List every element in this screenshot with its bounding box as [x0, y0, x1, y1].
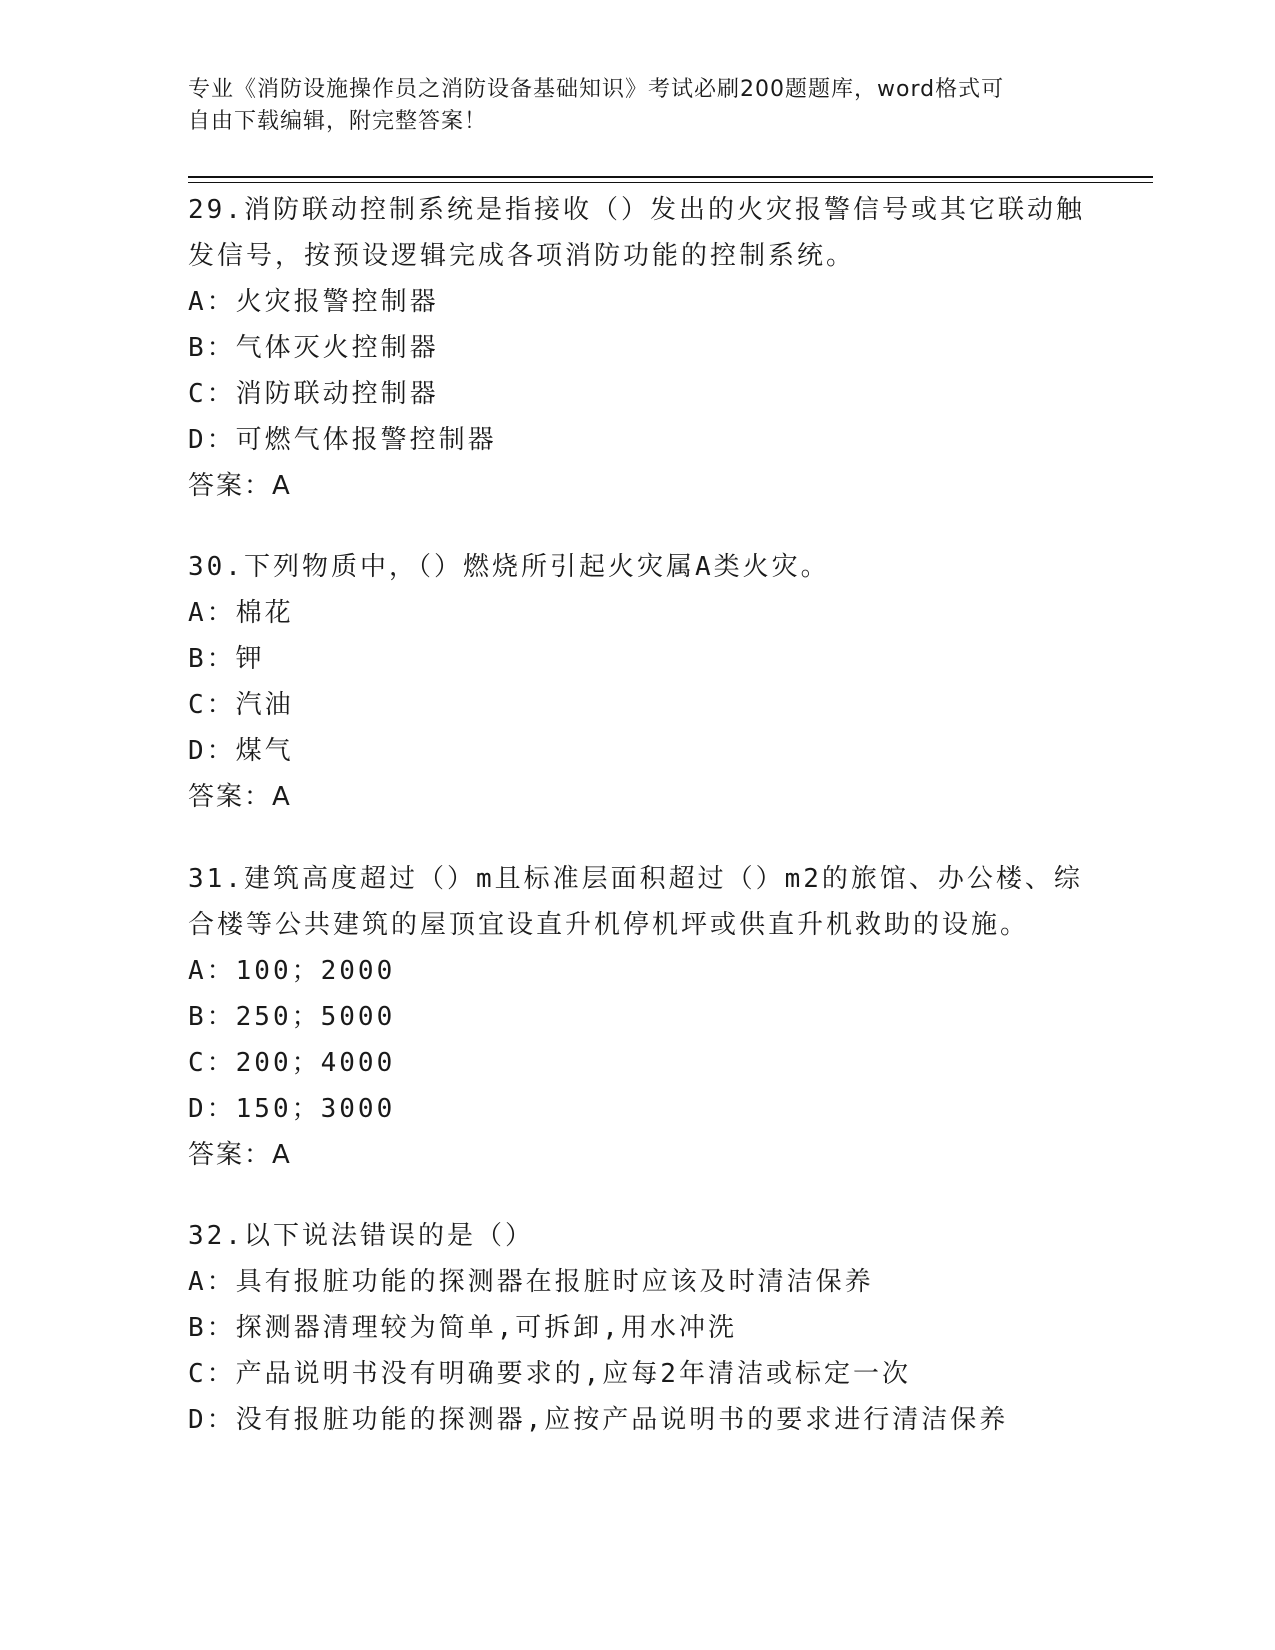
option-b: B：气体灭火控制器	[188, 333, 439, 363]
question-stem-line: 30.下列物质中，（）燃烧所引起火灾属A类火灾。	[188, 552, 830, 582]
question-stem	[188, 856, 1088, 948]
document-header	[188, 74, 1088, 138]
option-b: B：探测器清理较为简单,可拆卸,用水冲洗	[188, 1313, 737, 1343]
option-d: D：没有报脏功能的探测器,应按产品说明书的要求进行清洁保养	[188, 1405, 1009, 1435]
header-line-2: 自由下载编辑，附完整答案！	[188, 109, 488, 134]
header-line-1: 专业《消防设施操作员之消防设备基础知识》考试必刷200题题库，word格式可	[188, 77, 1005, 102]
header-divider-thin	[188, 182, 1153, 183]
question-29	[188, 187, 1088, 509]
question-stem	[188, 544, 1088, 590]
question-30	[188, 544, 1088, 820]
question-stem-line: 32.以下说法错误的是（）	[188, 1221, 534, 1251]
option-a: A：100；2000	[188, 956, 396, 986]
option-a: A：火灾报警控制器	[188, 287, 439, 317]
option-b: B：250；5000	[188, 1002, 396, 1032]
option-c: C：产品说明书没有明确要求的,应每2年清洁或标定一次	[188, 1359, 911, 1389]
option-b: B：钾	[188, 644, 265, 674]
answer: 答案：A	[188, 1140, 292, 1170]
option-d: D：150；3000	[188, 1094, 396, 1124]
question-32	[188, 1213, 1088, 1443]
question-stem-line: 31.建筑高度超过（）m且标准层面积超过（）m2的旅馆、办公楼、综	[188, 864, 1083, 894]
option-d: D：可燃气体报警控制器	[188, 425, 497, 455]
option-d: D：煤气	[188, 736, 294, 766]
question-stem	[188, 187, 1088, 279]
question-stem-line: 合楼等公共建筑的屋顶宜设直升机停机坪或供直升机救助的设施。	[188, 910, 1030, 940]
option-a: A：具有报脏功能的探测器在报脏时应该及时清洁保养	[188, 1267, 874, 1297]
option-c: C：消防联动控制器	[188, 379, 439, 409]
answer: 答案：A	[188, 782, 292, 812]
question-stem-line: 发信号，按预设逻辑完成各项消防功能的控制系统。	[188, 241, 856, 271]
option-c: C：200；4000	[188, 1048, 396, 1078]
option-a: A：棉花	[188, 598, 294, 628]
question-31	[188, 856, 1088, 1178]
question-stem	[188, 1213, 1088, 1259]
header-divider-thick	[188, 176, 1153, 178]
question-stem-line: 29.消防联动控制系统是指接收（）发出的火灾报警信号或其它联动触	[188, 195, 1085, 225]
answer: 答案：A	[188, 471, 292, 501]
option-c: C：汽油	[188, 690, 294, 720]
